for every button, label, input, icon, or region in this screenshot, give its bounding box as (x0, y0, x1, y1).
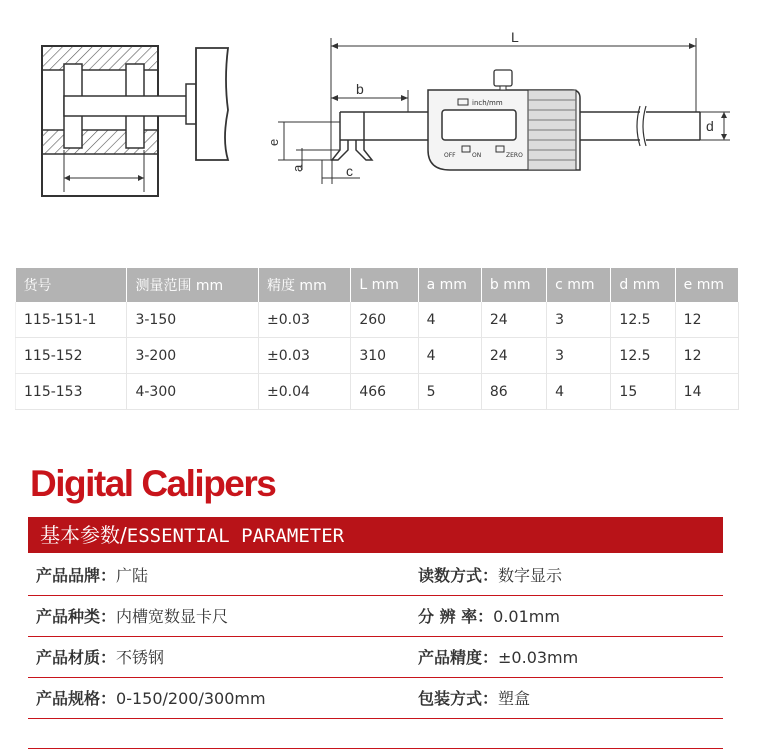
table-cell: 15 (611, 374, 675, 410)
table-cell: 260 (351, 302, 418, 338)
param-label: 产品材质： (36, 648, 117, 667)
table-cell: 12.5 (611, 338, 675, 374)
param-label: 产品精度： (418, 648, 499, 667)
param-heading-en: ESSENTIAL PARAMETER (126, 525, 345, 547)
table-header: 精度 mm (258, 268, 350, 302)
table-cell: 115-152 (16, 338, 127, 374)
table-cell: 4 (418, 302, 481, 338)
param-label: 包装方式： (418, 689, 499, 708)
param-label: 产品品牌： (36, 566, 117, 585)
param-row (28, 555, 723, 596)
param-row (28, 678, 723, 719)
param-label: 分 辨 率： (418, 607, 494, 626)
caliper-side-view (266, 29, 730, 184)
table-cell: 115-153 (16, 374, 127, 410)
table-cell: 3-200 (127, 338, 259, 374)
caliper-diagram (0, 0, 779, 262)
product-title: Digital Calipers (30, 463, 276, 504)
table-header: 货号 (16, 268, 127, 302)
table-header: L mm (351, 268, 418, 302)
param-value: 数字显示 (498, 566, 563, 585)
param-section-header (28, 517, 723, 553)
table-row (16, 302, 739, 338)
table-cell: 86 (481, 374, 546, 410)
param-row (28, 596, 723, 637)
table-cell: 24 (481, 302, 546, 338)
param-value: 内槽宽数显卡尺 (116, 607, 229, 626)
table-cell: 115-151-1 (16, 302, 127, 338)
cross-section-drawing (42, 46, 228, 196)
table-header: e mm (675, 268, 738, 302)
param-value: ±0.03mm (498, 648, 579, 667)
param-value: 不锈钢 (116, 648, 165, 667)
param-label: 产品种类： (36, 607, 117, 626)
on-button-label: ON (472, 152, 482, 159)
table-cell: 3 (547, 302, 611, 338)
table-cell: 466 (351, 374, 418, 410)
param-row (28, 637, 723, 678)
dim-e-label: e (266, 138, 281, 146)
param-value: 塑盒 (498, 689, 531, 708)
table-cell: ±0.03 (258, 302, 350, 338)
table-cell: 12 (675, 338, 738, 374)
off-button-label: OFF (444, 152, 456, 159)
table-cell: ±0.03 (258, 338, 350, 374)
table-header-row (16, 268, 739, 302)
param-value: 广陆 (116, 566, 149, 585)
table-row (16, 338, 739, 374)
table-cell: 4-300 (127, 374, 259, 410)
dim-b-label: b (356, 81, 364, 97)
param-value: 0.01mm (493, 607, 560, 626)
dim-L-label: L (511, 29, 519, 45)
table-row (16, 374, 739, 410)
table-header: c mm (547, 268, 611, 302)
table-cell: 4 (418, 338, 481, 374)
table-header: b mm (481, 268, 546, 302)
table-header: d mm (611, 268, 675, 302)
dim-d-label: d (706, 118, 714, 134)
param-label: 产品规格： (36, 689, 117, 708)
table-cell: 3-150 (127, 302, 259, 338)
table-cell: 24 (481, 338, 546, 374)
table-cell: 12.5 (611, 302, 675, 338)
param-value: 0-150/200/300mm (116, 689, 266, 708)
zero-button-label: ZERO (506, 152, 523, 159)
table-cell: 4 (547, 374, 611, 410)
table-header: a mm (418, 268, 481, 302)
unit-button-label: inch/mm (472, 99, 503, 107)
table-cell: 14 (675, 374, 738, 410)
table-header: 测量范围 mm (127, 268, 259, 302)
dim-a-label: a (290, 164, 305, 172)
param-label: 读数方式： (418, 566, 499, 585)
table-cell: 3 (547, 338, 611, 374)
table-cell: 12 (675, 302, 738, 338)
bottom-divider (28, 748, 723, 749)
table-cell: ±0.04 (258, 374, 350, 410)
dim-c-label: c (346, 163, 353, 179)
param-heading-cn: 基本参数/ (40, 523, 127, 547)
spec-table (15, 268, 739, 410)
table-cell: 310 (351, 338, 418, 374)
table-cell: 5 (418, 374, 481, 410)
